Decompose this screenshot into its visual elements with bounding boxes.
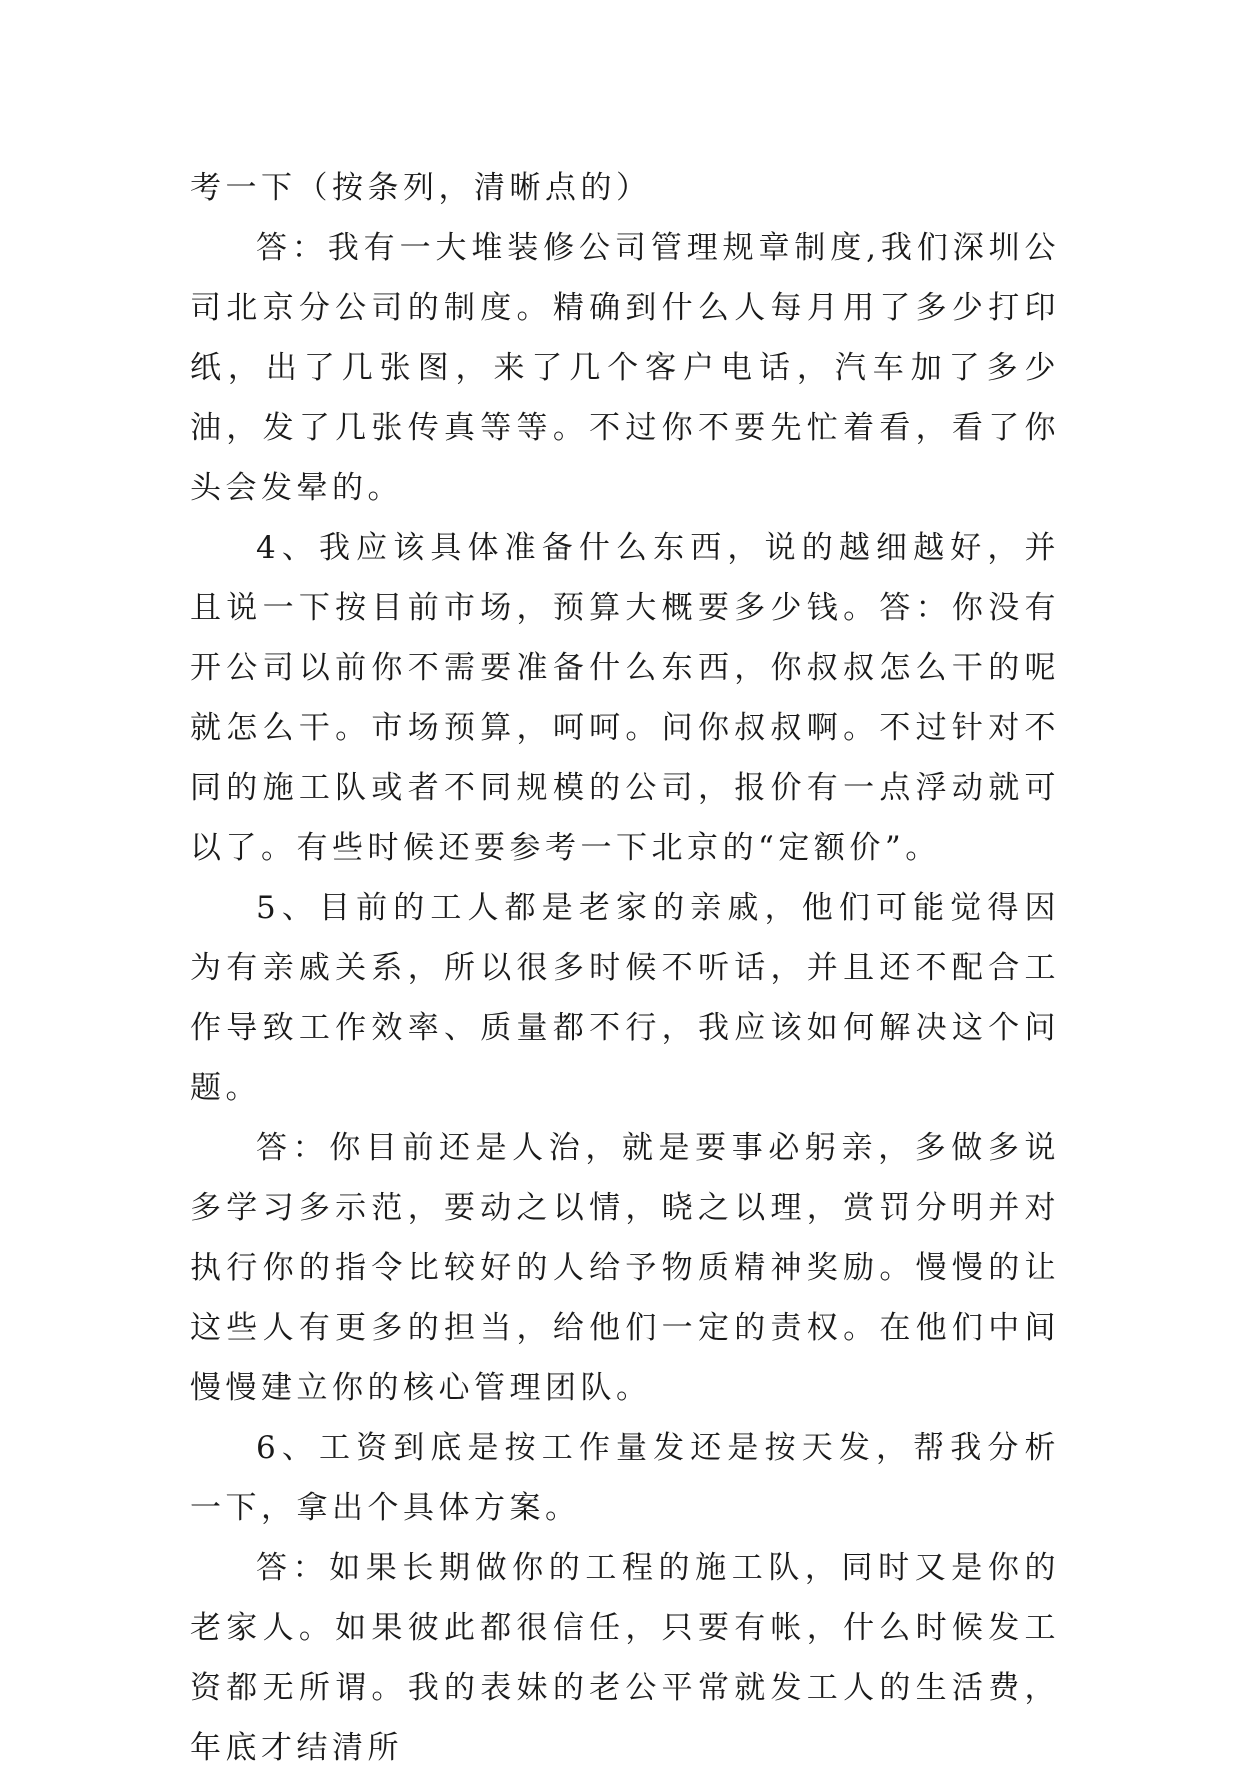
paragraph: 4、我应该具体准备什么东西，说的越细越好，并且说一下按目前市场，预算大概要多少钱。答：你没有开公司以前你不需要准备什么东西，你叔叔怎么干的呢就怎么干。市场预算，呵呵。问你叔叔啊。不过针对不同的施工队或者不同规模的公司，报价有一点浮动就可以了。有些时候还要参考一下北京的“定额价”。	[190, 530, 1060, 866]
document-body	[190, 158, 1060, 1778]
paragraph: 考一下（按条列，清晰点的）	[190, 170, 652, 206]
paragraph: 答：如果长期做你的工程的施工队，同时又是你的老家人。如果彼此都很信任，只要有帐，什么时候发工资都无所谓。我的表妹的老公平常就发工人的生活费，年底才结清所	[190, 1550, 1060, 1766]
paragraph: 5、目前的工人都是老家的亲戚，他们可能觉得因为有亲戚关系，所以很多时候不听话，并且还不配合工作导致工作效率、质量都不行，我应该如何解决这个问题。	[190, 890, 1060, 1106]
paragraph: 6、工资到底是按工作量发还是按天发，帮我分析一下，拿出个具体方案。	[190, 1430, 1060, 1526]
paragraph: 答：我有一大堆装修公司管理规章制度,我们深圳公司北京分公司的制度。精确到什么人每月用了多少打印纸，出了几张图，来了几个客户电话，汽车加了多少油，发了几张传真等等。不过你不要先忙着看，看了你头会发晕的。	[190, 230, 1060, 506]
paragraph: 答：你目前还是人治，就是要事必躬亲，多做多说多学习多示范，要动之以情，晓之以理，赏罚分明并对执行你的指令比较好的人给予物质精神奖励。慢慢的让这些人有更多的担当，给他们一定的责权。在他们中间慢慢建立你的核心管理团队。	[190, 1130, 1060, 1406]
